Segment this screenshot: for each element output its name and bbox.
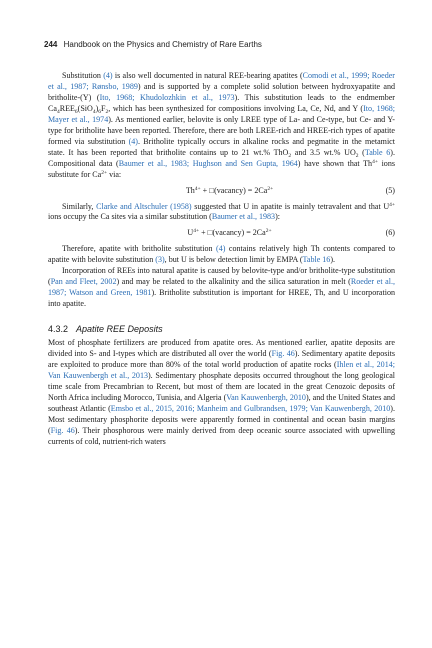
text: ):	[275, 212, 280, 222]
equation-body	[186, 186, 273, 197]
text: suggested that U in apatite is mainly tetravalent and that U	[191, 201, 390, 211]
text: )	[95, 103, 99, 113]
subscript: 4	[92, 108, 96, 115]
text: ).	[330, 255, 336, 265]
text: and 3.5 wt.% UO	[291, 147, 356, 157]
equation-ref-link[interactable]: (3)	[155, 255, 165, 265]
figure-ref-link[interactable]: Fig. 46	[50, 425, 75, 435]
text: ions occupy the Ca sites via a similar substitution (	[48, 212, 212, 222]
citation-link[interactable]: Baumer et al., 1983; Hughson and Sen Gupta, 1964	[118, 158, 298, 168]
text: + □(vacancy) = 2Ca	[199, 228, 266, 238]
text: REE	[59, 103, 75, 113]
equation-number: (5)	[385, 185, 395, 195]
equation-number: (6)	[385, 228, 395, 238]
equation-6	[48, 228, 395, 239]
text: Therefore, apatite with britholite substitution	[62, 244, 217, 254]
text: contains relatively high Th contents compared to apatite with belovite substitution	[48, 244, 395, 265]
text: , but U is below detection limit by EMPA (	[164, 255, 303, 265]
running-title: Handbook on the Physics and Chemistry of Rare Earths	[63, 40, 262, 49]
text: Th	[185, 185, 195, 195]
text: . Britholite typically occurs in alkaline rocks and pegmatite in the metamict state. It has been reported that britholite contains up to 21 wt.% ThO	[48, 136, 395, 157]
text: ions substitute for Ca	[48, 158, 395, 179]
citation-link[interactable]: Van Kauwenbergh, 2010	[226, 392, 306, 402]
superscript: 4+	[372, 158, 378, 165]
text: + □(vacancy) = 2Ca	[200, 185, 268, 195]
text: F	[101, 103, 106, 113]
paragraph-5	[48, 338, 395, 448]
running-header	[44, 40, 394, 49]
equation-ref-link[interactable]: (4)	[103, 71, 113, 80]
text: Similarly,	[62, 201, 97, 211]
section-number: 4.3.2	[48, 324, 69, 335]
citation-link[interactable]: Ito, 1968; Mayer et al., 1974	[48, 103, 396, 124]
table-ref-link[interactable]: Table 16	[302, 255, 331, 265]
superscript: 4+	[193, 228, 200, 235]
text: U	[187, 228, 194, 238]
superscript: 2+	[101, 169, 108, 176]
text: ). This substitution leads to the endmember Ca	[48, 92, 395, 113]
text: ). As mentioned earlier, belovite is only LREE type of La- and Ce-type, but Ce- and Y-type for britholite have been reported. Therefore, there are both LREE-rich and HREE-rich types of apatite formed via substitution	[48, 114, 395, 146]
section-title: Apatite REE Deposits	[76, 324, 163, 335]
text: ), and the United States and southeast Atlantic (	[48, 392, 395, 413]
citation-link[interactable]: Roeder et al., 1987; Watson and Green, 1981	[48, 277, 396, 298]
text: (	[358, 147, 365, 157]
equation-ref-link[interactable]: (4)	[128, 136, 138, 146]
text: ). Their phosphorous were mainly derived from deep oceanic source associated with upwelling currents of cold, nutrient-rich waters	[48, 425, 395, 446]
citation-link[interactable]: Ito, 1968; Khudolozhkin et al., 1973	[99, 92, 235, 102]
equation-5	[48, 186, 395, 197]
subscript: 2	[105, 108, 109, 115]
text: is also well documented in natural REE-bearing apatites (	[112, 71, 303, 80]
citation-link[interactable]: Clarke and Altschuler (1958)	[96, 201, 192, 211]
text: ). Sedimentary apatite deposits are exploited to produce more than 80% of the total world production of apatite rocks (	[48, 349, 396, 370]
equation-body	[187, 228, 271, 239]
citation-link[interactable]: Comodi et al., 1999; Roeder et al., 1987; Rønsbo, 1989	[48, 71, 395, 91]
subscript: 6	[74, 108, 78, 115]
page-number: 244	[44, 40, 58, 49]
text: ). Most sedimentary phosphorite deposits were apparently formed in continental and ocean basin margins (	[48, 403, 395, 435]
citation-link[interactable]: Pan and Fleet, 2002	[50, 277, 117, 287]
citation-link[interactable]: Ihlen et al., 2014; Van Kauwenbergh et al., 2013	[48, 360, 395, 381]
text: , which has been synthesized for compositions involving La, Ce, Nd, and Y (	[108, 103, 364, 113]
text: ) and may be related to the alkalinity and the silica saturation in melt (	[116, 277, 351, 287]
superscript: 2+	[265, 228, 272, 235]
text: ) have shown that Th	[297, 158, 373, 168]
paragraph-3	[48, 244, 395, 266]
paragraph-4	[48, 266, 395, 310]
text: via:	[107, 169, 122, 179]
equation-ref-link[interactable]: (4)	[216, 244, 226, 254]
text: Incorporation of REEs into natural apatite is caused by belovite-type and/or britholite-type substitution (	[48, 266, 395, 287]
figure-ref-link[interactable]: Fig. 46	[271, 349, 295, 359]
superscript: 2+	[267, 185, 274, 192]
text: (SiO	[77, 103, 93, 113]
paragraph-1	[48, 71, 395, 181]
text: ). Britholite substitution is important for HREE, Th, and U incorporation into apatite.	[48, 288, 395, 309]
superscript: 4+	[389, 201, 395, 208]
body-text	[48, 71, 395, 448]
citation-link[interactable]: Emsbo et al., 2015, 2016; Manheim and Gulbrandsen, 1979; Van Kauwenbergh, 2010	[110, 403, 391, 413]
text: ). Compositional data (	[48, 147, 395, 168]
text: ) and is supported by a complete solid solution between hydroxyapatite and britholite-(Y) (	[48, 81, 395, 102]
text: Most of phosphate fertilizers are produced from apatite ores. As mentioned earlier, apatite deposits are divided into S- and I-types which are distributed all over the world (	[48, 338, 395, 359]
subscript: 4	[56, 108, 60, 115]
subscript: 2	[355, 152, 359, 159]
subscript: 6	[98, 108, 102, 115]
section-heading	[48, 323, 395, 335]
subscript: 2	[288, 152, 292, 159]
table-ref-link[interactable]: Table 6	[364, 147, 391, 157]
citation-link[interactable]: Baumer et al., 1983	[211, 212, 276, 222]
text: ). Sedimentary phosphate deposits occurred throughout the long geological time scale from Precambrian to Recent, but most of them are located in the great Cenozoic deposits of North Africa including Morocco, Tunisia, and Algeria (	[48, 371, 395, 402]
superscript: 4+	[194, 185, 201, 192]
text: Substitution	[62, 71, 104, 80]
paragraph-2	[48, 202, 395, 224]
